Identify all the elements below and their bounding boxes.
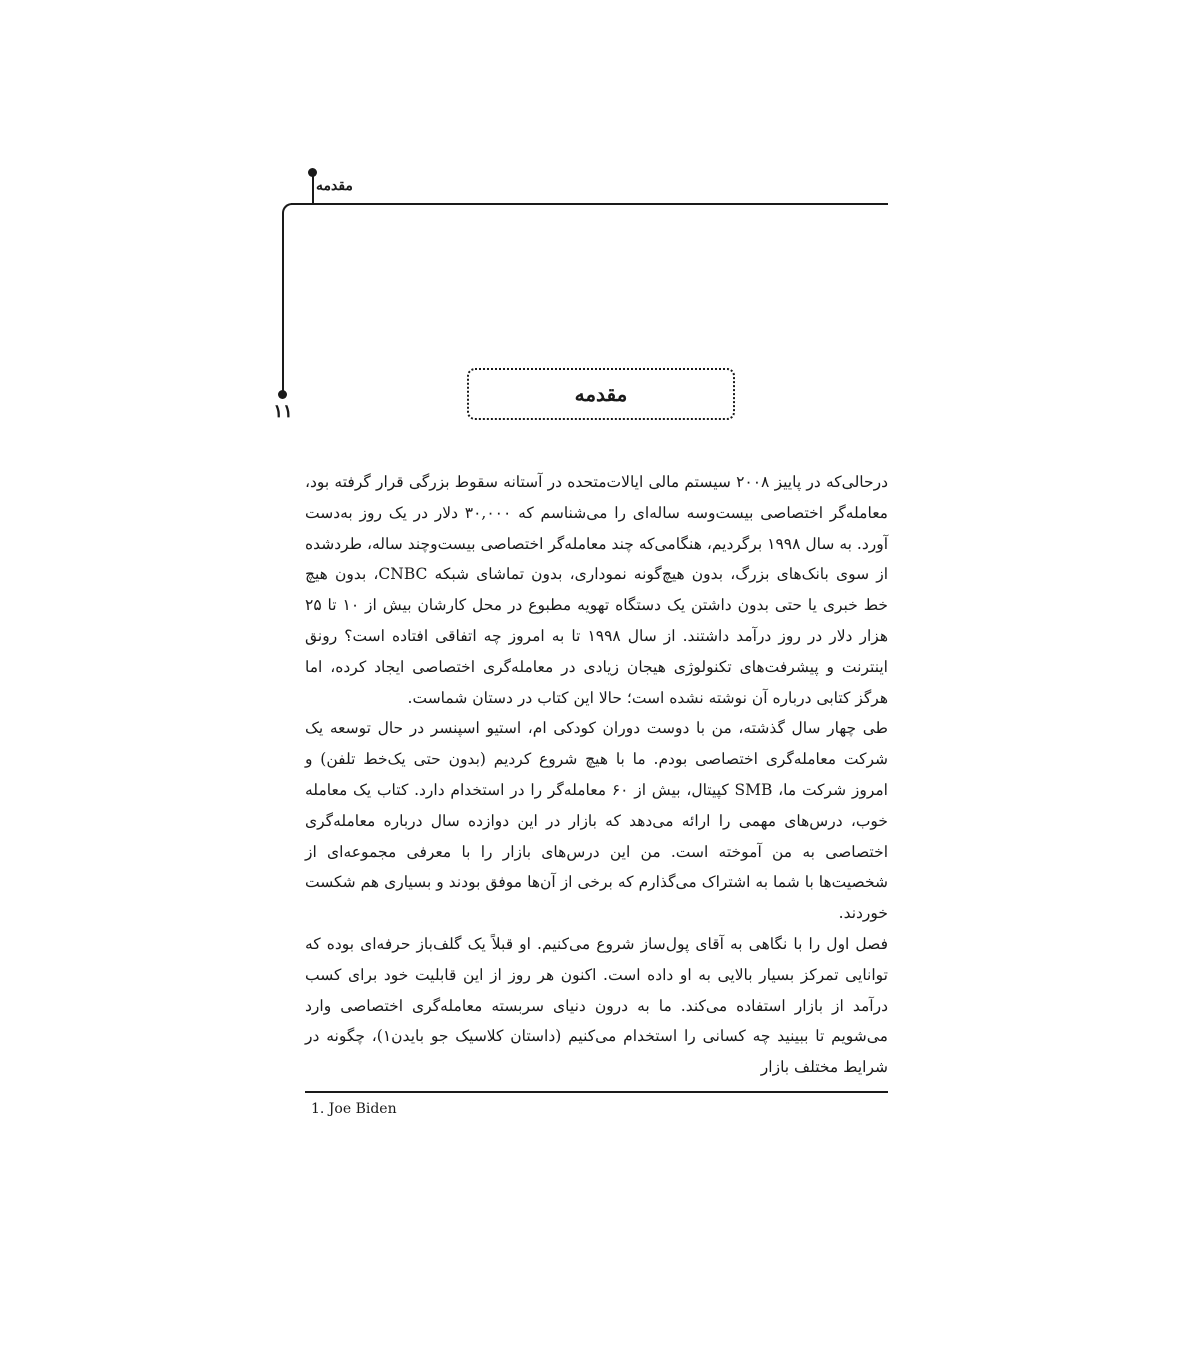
paragraph: طی چهار سال گذشته، من با دوست دوران کودکی ام، استیو اسپنسر در حال توسعه یک شرکت معامله‌گری اختصاصی بودم. ما با هیچ شروع کردیم (بدون حتی یک‌خط تلفن) و امروز شرکت ما، SMB کپیتال، بیش از ۶۰ معامله‌گر را در استخدام دارد. کتاب یک معامله خوب، درس‌های مهمی را ارائه می‌دهد که بازار در این دوازده سال درباره معامله‌گری اختصاصی به من آموخته است. من این درس‌های بازار را با معرفی مجموعه‌ای از شخصیت‌ها با شما به اشتراک می‌گذارم که برخی از آن‌ها موفق بودند و بسیاری هم شکست خوردند. <box>305 719 888 923</box>
frame-end-dot-icon <box>278 390 287 399</box>
running-header: مقدمه <box>316 178 353 194</box>
footnote: 1. Joe Biden <box>311 1101 397 1117</box>
paragraph: فصل اول را با نگاهی به آقای پول‌ساز شروع می‌کنیم. او قبلاً یک گلف‌باز حرفه‌ای بوده که توانایی تمرکز بسیار بالایی به او داده است. اکنون هر روز از این قابلیت خود برای کسب درآمد از بازار استفاده می‌کند. ما به درون دنیای سربسته معامله‌گری اختصاصی وارد می‌شویم تا ببینید چه کسانی را استخدام می‌کنیم (داستان کلاسیک جو بایدن۱)، چگونه در شرایط مختلف بازار <box>305 934 888 1077</box>
paragraph: درحالی‌که در پاییز ۲۰۰۸ سیستم مالی ایالات‌متحده در آستانه سقوط بزرگی قرار گرفته بود، معامله‌گر اختصاصی بیست‌وسه ساله‌ای را می‌شناسم که ۳۰,۰۰۰ دلار در یک روز به‌دست آورد. به سال ۱۹۹۸ برگردیم، هنگامی‌که چند معامله‌گر اختصاصی بیست‌وچند ساله، طردشده از سوی بانک‌های بزرگ، بدون هیچ‌گونه نموداری، بدون تماشای شبکه CNBC، بدون هیچ خط خبری یا حتی بدون داشتن یک دستگاه تهویه مطبوع در محل کارشان بیش از ۱۰ تا ۲۵ هزار دلار در روز درآمد داشتند. از سال ۱۹۹۸ تا به امروز چه اتفاقی افتاده است؟ رونق اینترنت و پیشرفت‌های تکنولوژی هیجان زیادی در معامله‌گری اختصاصی ایجاد کرده، اما هرگز کتابی درباره آن نوشته نشده است؛ حالا این کتاب در دستان شماست. <box>305 473 889 707</box>
body-text <box>305 467 888 1083</box>
chapter-title-box <box>467 368 735 420</box>
frame-left-rule <box>282 213 284 394</box>
frame-top-rule <box>291 203 888 205</box>
footnote-rule <box>305 1091 888 1093</box>
chapter-title: مقدمه <box>574 382 628 406</box>
page-number: ۱۱ <box>273 401 293 422</box>
